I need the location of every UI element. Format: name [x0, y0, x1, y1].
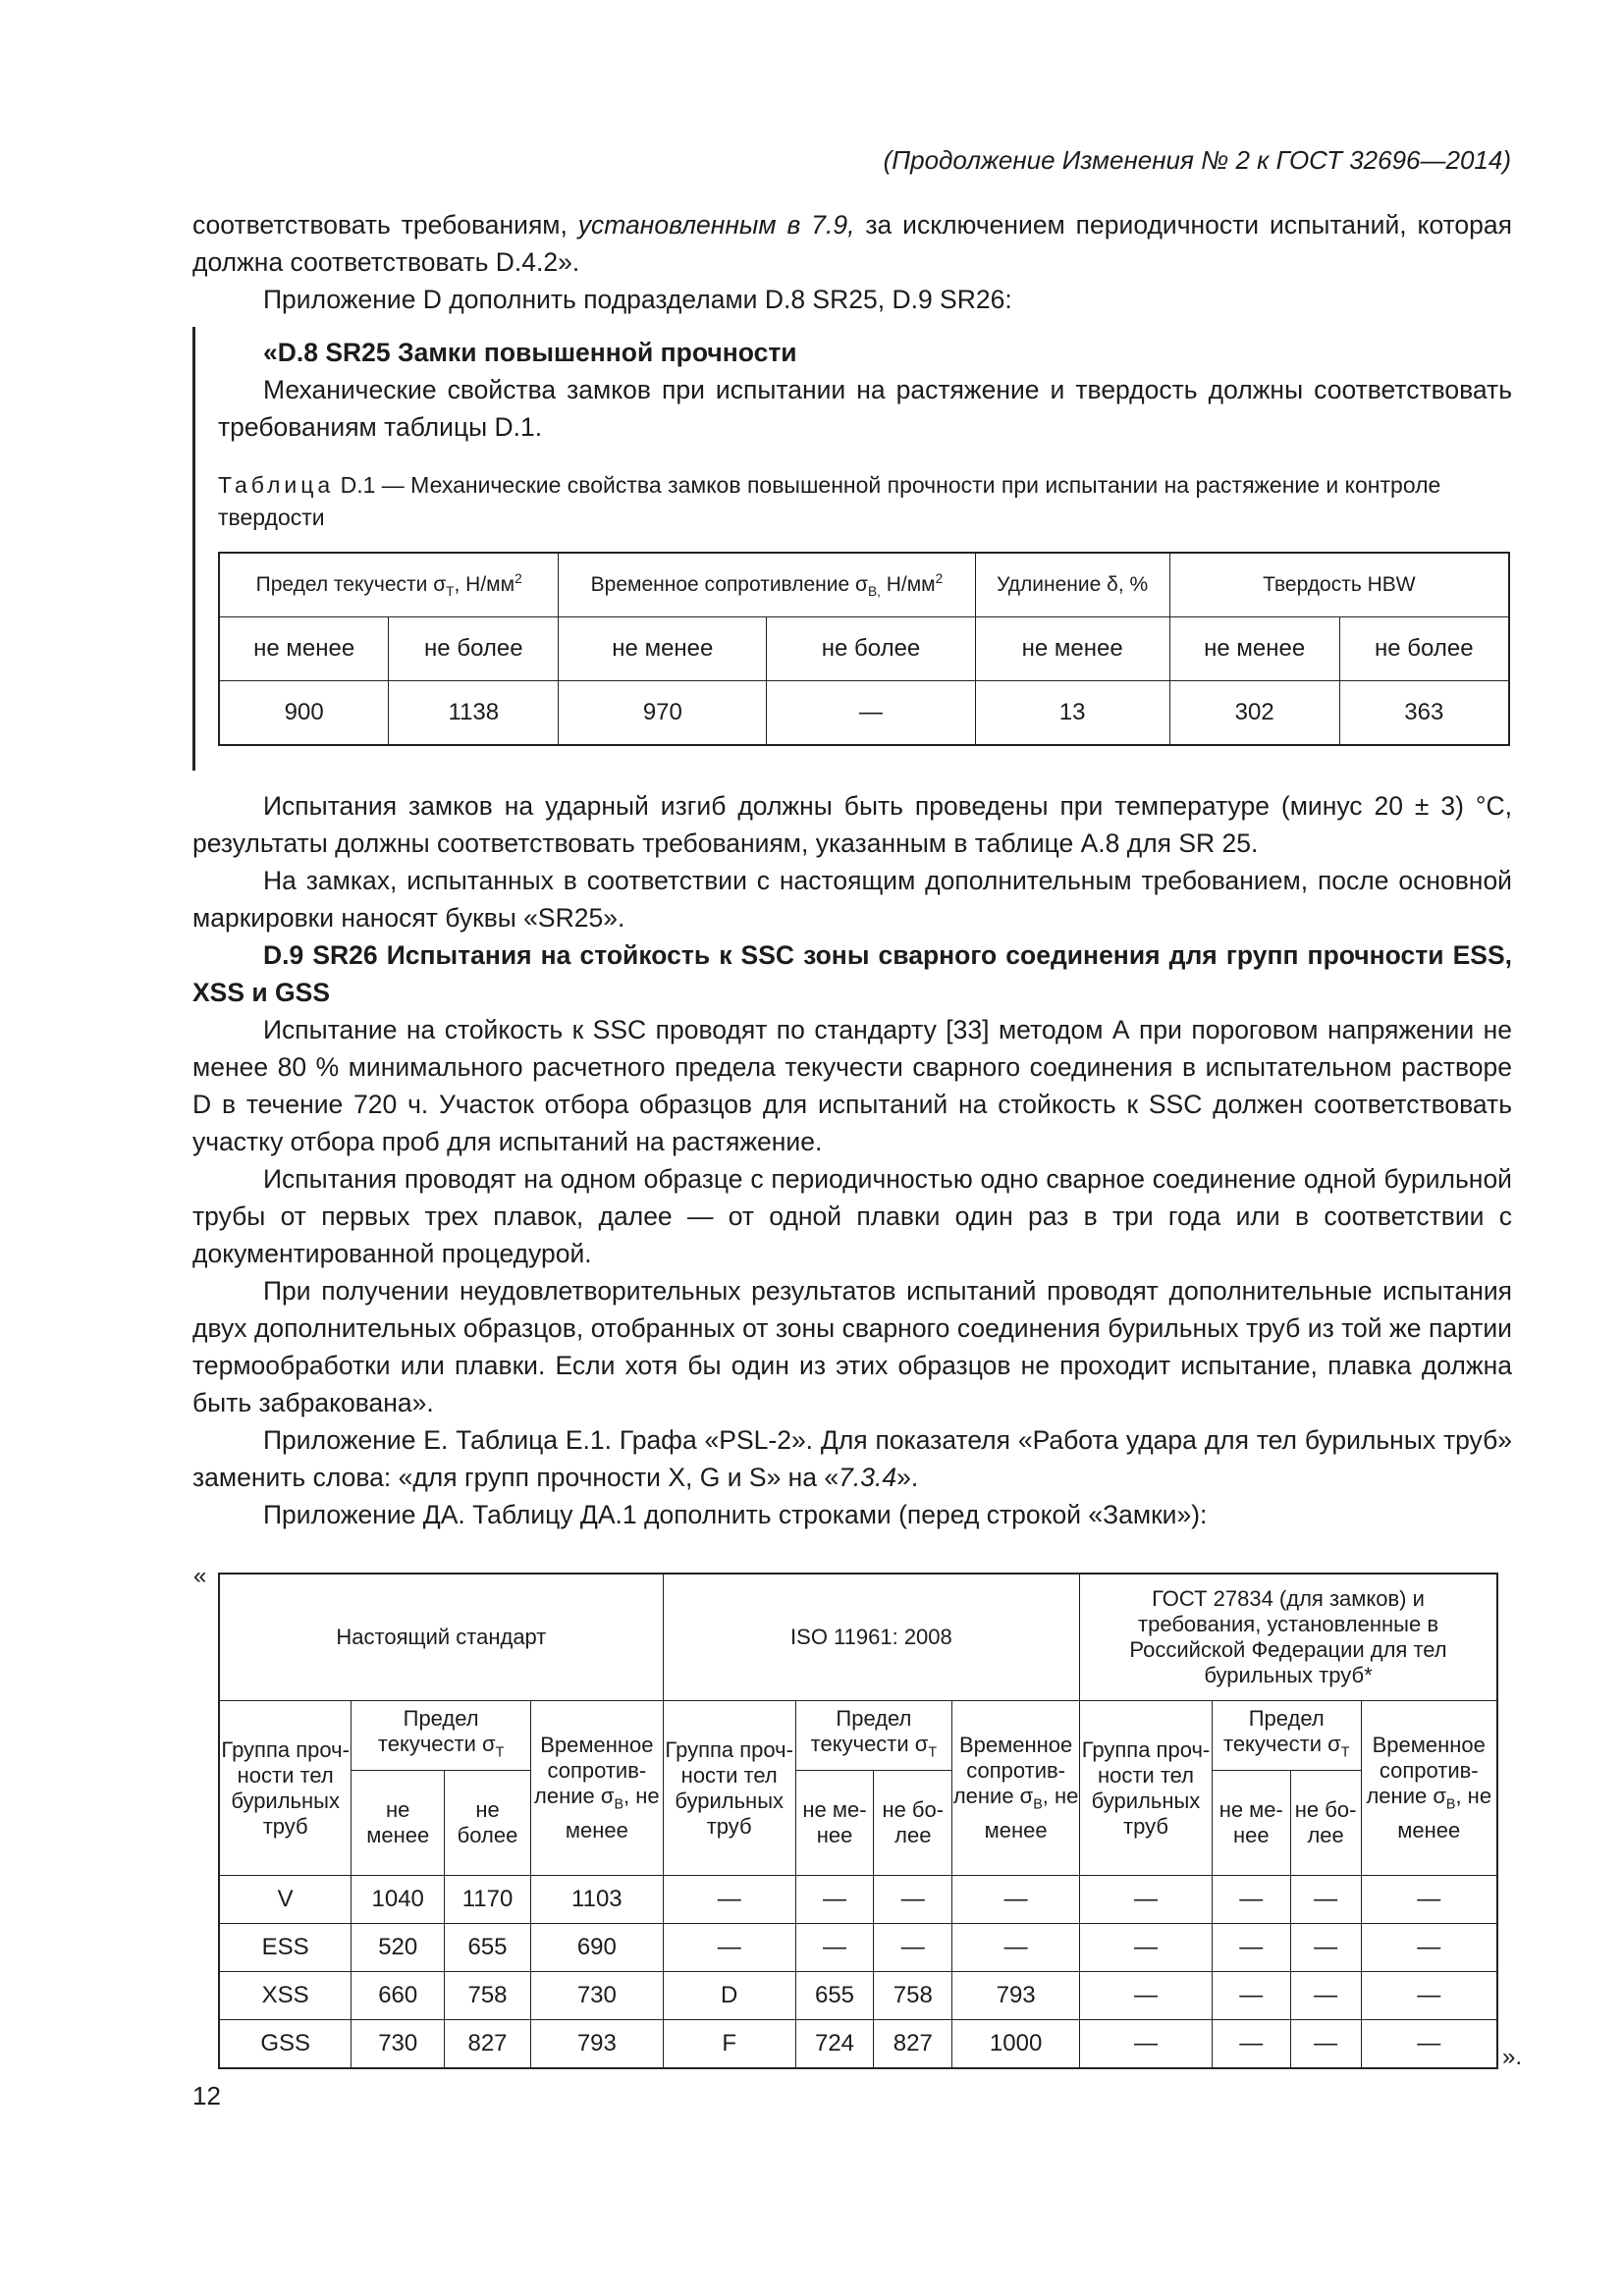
cell: 730: [352, 2020, 445, 2069]
cell: —: [1361, 1924, 1497, 1972]
col-tensile: Временное сопротив-ление $\sigma_В$, не менее: [530, 1701, 663, 1876]
page-header: (Продолжение Изменения № 2 к ГОСТ 32696—2014): [883, 145, 1511, 175]
value-cell: —: [767, 681, 975, 746]
p8-text: Приложение Е. Таблица Е.1. Графа «PSL-2». Для показателя «Работа удара для тел бурильных труб» заменить слова: «для групп прочности X, G и S» на «: [192, 1425, 1512, 1492]
quote-open: «: [193, 1563, 207, 1589]
cell: 520: [352, 1924, 445, 1972]
p1-emphasis: установленным в 7.9,: [577, 210, 855, 240]
cell: —: [663, 1876, 795, 1924]
header-tensile: Временное сопротивление $\sigma_{В,}$ $Н/мм^2$: [559, 553, 975, 617]
cell: —: [1290, 1924, 1361, 1972]
cell: V: [219, 1876, 352, 1924]
sub-cell: не более: [1339, 617, 1509, 681]
p1-text: соответствовать требованиям,: [192, 210, 578, 240]
header-hardness: Твердость HBW: [1169, 553, 1509, 617]
col-yield: Предел текучести $\sigma_Т$: [795, 1701, 952, 1771]
value-cell: 13: [975, 681, 1169, 746]
quote-close: ».: [1502, 2044, 1523, 2070]
cell: —: [874, 1924, 952, 1972]
sub-cell: не более: [767, 617, 975, 681]
cell: 827: [874, 2020, 952, 2069]
col-min: не ме-нее: [1212, 1771, 1290, 1876]
col-group: Группа проч-ности тел бурильных труб: [1080, 1701, 1213, 1876]
col-yield: Предел текучести $\sigma_Т$: [1212, 1701, 1361, 1771]
sub-cell: не менее: [975, 617, 1169, 681]
cell: 655: [445, 1924, 531, 1972]
cell: —: [952, 1876, 1080, 1924]
col-min: не менее: [352, 1771, 445, 1876]
cell: —: [1290, 2020, 1361, 2069]
table2-group-header-row: [219, 1574, 1497, 1701]
paragraph-4: На замках, испытанных в соответствии с настоящим дополнительным требованием, после основной маркировки наносят буквы «SR25».: [192, 866, 1512, 933]
paragraph-6: Испытания проводят на одном образце с периодичностью одно сварное соединение одной бурильной трубы от первых трех плавок, далее — от одной плавки один раз в три года или в соответствии с документированной процедурой.: [192, 1164, 1512, 1268]
col-max: не бо-лее: [1290, 1771, 1361, 1876]
col-min: не ме-нее: [795, 1771, 874, 1876]
page-number: 12: [192, 2081, 221, 2110]
cell: —: [1212, 2020, 1290, 2069]
text-block-middle: [192, 787, 1512, 1533]
d8-text: Механические свойства замков при испытании на растяжение и твердость должны соответствовать требованиям таблицы D.1.: [218, 375, 1512, 442]
cell: 724: [795, 2020, 874, 2069]
header-gost: ГОСТ 27834 (для замков) и требования, установленные в Российской Федерации для тел бурильных труб*: [1080, 1574, 1497, 1701]
p8-emphasis: 7.3.4: [839, 1463, 897, 1492]
cell: F: [663, 2020, 795, 2069]
cell: 793: [530, 2020, 663, 2069]
col-group: Группа проч-ности тел бурильных труб: [663, 1701, 795, 1876]
section-d8: [218, 334, 1512, 534]
paragraph-2: Приложение D дополнить подразделами D.8 SR25, D.9 SR26:: [263, 285, 1012, 314]
cell: 730: [530, 1972, 663, 2020]
header-iso: ISO 11961: 2008: [663, 1574, 1079, 1701]
p1-text-end: за исключением периодичности испытаний, которая должна соответствовать D.4.2».: [192, 210, 1513, 277]
cell: —: [1212, 1972, 1290, 2020]
caption-lead: Таблица: [218, 472, 335, 498]
cell: —: [795, 1876, 874, 1924]
col-group: Группа проч-ности тел бурильных труб: [219, 1701, 352, 1876]
cell: 1103: [530, 1876, 663, 1924]
cell: —: [1080, 1876, 1213, 1924]
table1-header-row: [219, 553, 1509, 617]
col-max: не бо-лее: [874, 1771, 952, 1876]
cell: 1000: [952, 2020, 1080, 2069]
table2-col-header-row: [219, 1701, 1497, 1771]
cell: —: [1080, 2020, 1213, 2069]
header-yield: Предел текучести $\sigma_Т$, $Н/мм^2$: [219, 553, 559, 617]
paragraph-7: При получении неудовлетворительных результатов испытаний проводят дополнительные испытания двух дополнительных образцов, отобранных от зоны сварного соединения бурильных труб из той же партии термообработки или плавки. Если хотя бы один из этих образцов не проходит испытание, плавка должна быть забракована».: [192, 1276, 1512, 1417]
cell: 1040: [352, 1876, 445, 1924]
cell: —: [874, 1876, 952, 1924]
cell: D: [663, 1972, 795, 2020]
cell: 827: [445, 2020, 531, 2069]
d9-heading: D.9 SR26 Испытания на стойкость к SSC зоны сварного соединения для групп прочности ESS, XSS и GSS: [192, 940, 1512, 1007]
cell: ESS: [219, 1924, 352, 1972]
col-yield: Предел текучести $\sigma_Т$: [352, 1701, 531, 1771]
cell: —: [1361, 2020, 1497, 2069]
cell: 660: [352, 1972, 445, 2020]
value-cell: 900: [219, 681, 389, 746]
table2-subheader-row: [219, 1771, 1497, 1876]
table-da1: [218, 1573, 1498, 2069]
table2-row-xss: [219, 1972, 1497, 2020]
value-cell: 970: [559, 681, 767, 746]
table2-row-v: [219, 1876, 1497, 1924]
sub-cell: не менее: [559, 617, 767, 681]
sub-cell: не менее: [1169, 617, 1339, 681]
sub-cell: не более: [389, 617, 559, 681]
cell: XSS: [219, 1972, 352, 2020]
col-tensile: Временное сопротив-ление $\sigma_В$, не менее: [1361, 1701, 1497, 1876]
cell: —: [1361, 1876, 1497, 1924]
value-cell: 302: [1169, 681, 1339, 746]
paragraph-9: Приложение ДА. Таблицу ДА.1 дополнить строками (перед строкой «Замки»):: [263, 1500, 1208, 1529]
cell: 758: [445, 1972, 531, 2020]
cell: GSS: [219, 2020, 352, 2069]
header-elongation: Удлинение δ, %: [975, 553, 1169, 617]
table1-value-row: [219, 681, 1509, 746]
table-d1: [218, 552, 1510, 746]
paragraph-3: Испытания замков на ударный изгиб должны быть проведены при температуре (минус 20 ± 3) °С, результаты должны соответствовать требованиям, указанным в таблице А.8 для SR 25.: [192, 791, 1512, 858]
col-tensile: Временное сопротив-ление $\sigma_В$, не менее: [952, 1701, 1080, 1876]
cell: —: [1212, 1924, 1290, 1972]
cell: —: [1290, 1972, 1361, 2020]
cell: 690: [530, 1924, 663, 1972]
table1-caption: [218, 469, 1512, 534]
cell: —: [663, 1924, 795, 1972]
sub-cell: не менее: [219, 617, 389, 681]
cell: 655: [795, 1972, 874, 2020]
cell: —: [1290, 1876, 1361, 1924]
table2-row-ess: [219, 1924, 1497, 1972]
table2-row-gss: [219, 2020, 1497, 2069]
paragraph-8: [192, 1421, 1512, 1496]
cell: 1170: [445, 1876, 531, 1924]
cell: —: [1080, 1972, 1213, 2020]
cell: —: [795, 1924, 874, 1972]
paragraph-1: [192, 206, 1512, 281]
cell: —: [1080, 1924, 1213, 1972]
value-cell: 1138: [389, 681, 559, 746]
col-max: не более: [445, 1771, 531, 1876]
cell: —: [1361, 1972, 1497, 2020]
caption-text: D.1 — Механические свойства замков повышенной прочности при испытании на растяжение и контроле твердости: [218, 472, 1441, 530]
cell: 758: [874, 1972, 952, 2020]
change-bar: [192, 327, 195, 771]
text-block-top: [192, 206, 1512, 318]
header-this-standard: Настоящий стандарт: [219, 1574, 663, 1701]
cell: —: [1212, 1876, 1290, 1924]
table1-subheader-row: [219, 617, 1509, 681]
value-cell: 363: [1339, 681, 1509, 746]
cell: —: [952, 1924, 1080, 1972]
paragraph-5: Испытание на стойкость к SSC проводят по стандарту [33] методом А при пороговом напряжении не менее 80 % минимального расчетного предела текучести сварного соединения в испытательном растворе D в течение 720 ч. Участок отбора образцов для испытаний на стойкость к SSC должен соответствовать участку отбора проб для испытаний на растяжение.: [192, 1015, 1512, 1156]
cell: 793: [952, 1972, 1080, 2020]
d8-heading: «D.8 SR25 Замки повышенной прочности: [263, 338, 797, 367]
p8-text-end: ».: [896, 1463, 919, 1492]
